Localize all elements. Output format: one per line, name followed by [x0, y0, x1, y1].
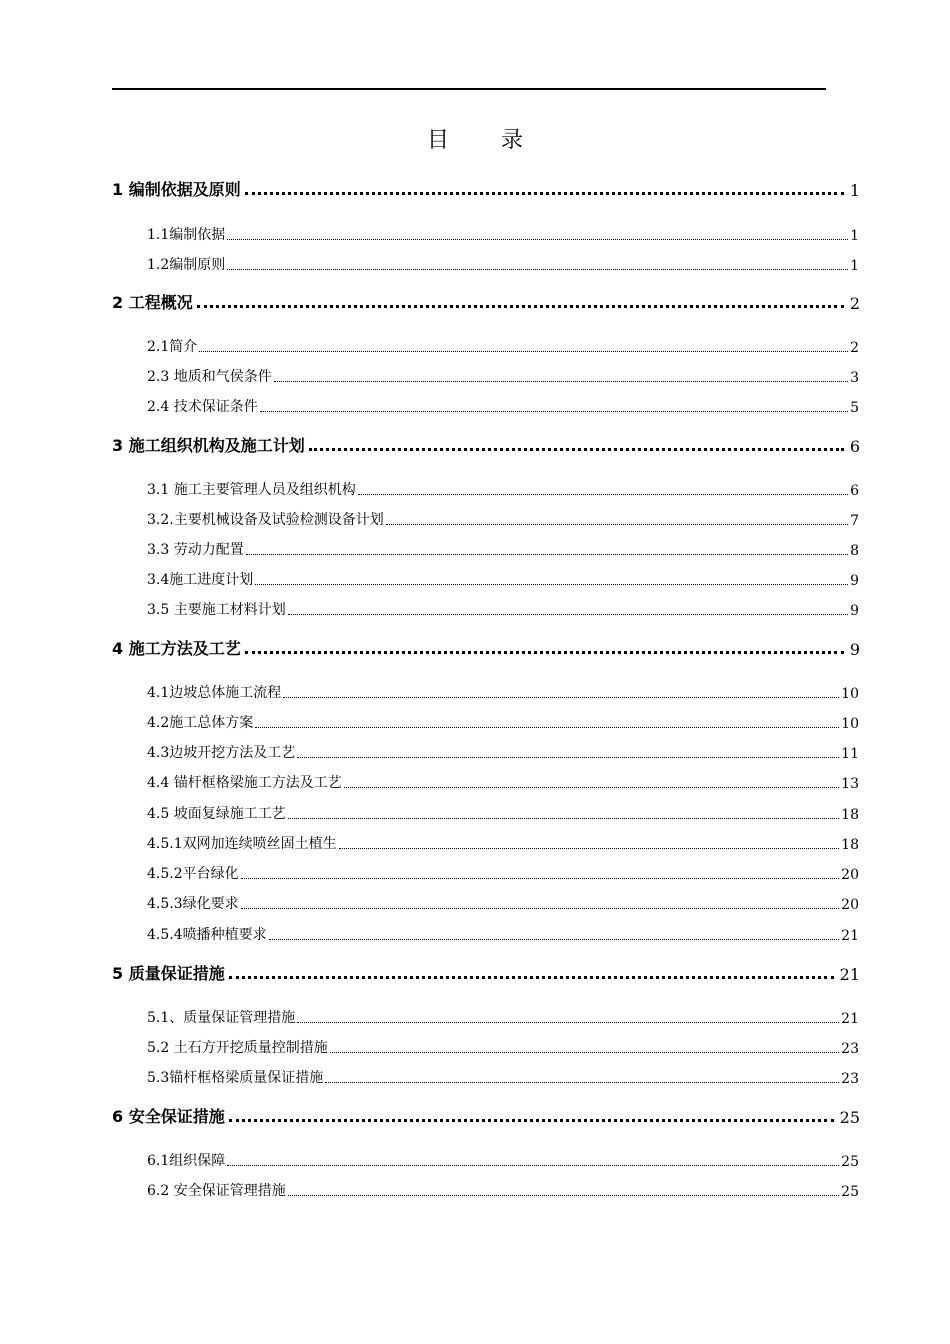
toc-entry-label: 6 安全保证措施 [112, 1107, 225, 1126]
toc-section-entry[interactable] [147, 803, 859, 823]
toc-entry-label: 1.2编制原则 [147, 257, 226, 273]
toc-section-entry[interactable] [147, 1150, 859, 1170]
toc-dot-leader [255, 584, 848, 585]
toc-chapter-entry[interactable] [112, 176, 860, 200]
toc-section-entry[interactable] [147, 569, 859, 589]
toc-chapter-entry[interactable] [112, 635, 860, 659]
toc-section-entry[interactable] [147, 682, 859, 702]
toc-page-number: 9 [850, 603, 859, 619]
toc-page-number: 6 [849, 437, 860, 456]
toc-section-entry[interactable] [147, 509, 859, 529]
toc-dot-leader [241, 908, 840, 909]
toc-page-number: 23 [841, 1071, 859, 1087]
toc-page-number: 8 [850, 543, 859, 559]
toc-section-entry[interactable] [147, 924, 859, 944]
toc-page-number: 9 [850, 573, 859, 589]
toc-dot-leader [297, 1022, 839, 1023]
toc-page-number: 10 [841, 686, 859, 702]
toc-page-number: 6 [850, 483, 859, 499]
toc-dot-leader [386, 524, 848, 525]
toc-dot-leader [227, 239, 848, 240]
toc-section-entry[interactable] [147, 1037, 859, 1057]
toc-entry-label: 4.3边坡开挖方法及工艺 [147, 745, 296, 761]
toc-section-entry[interactable] [147, 893, 859, 913]
toc-chapter-entry[interactable] [112, 289, 860, 313]
toc-entry-label: 4.5 坡面复绿施工工艺 [147, 806, 286, 822]
toc-dot-leader [229, 1119, 834, 1122]
toc-dot-leader [199, 351, 848, 352]
toc-entry-label: 6.2 安全保证管理措施 [147, 1183, 286, 1199]
toc-page-number: 10 [841, 716, 859, 732]
toc-chapter-entry[interactable] [112, 1103, 860, 1127]
toc-dot-leader [344, 787, 839, 788]
toc-entry-label: 3.5 主要施工材料计划 [147, 602, 286, 618]
toc-entry-label: 4.5.4喷播种植要求 [147, 927, 267, 943]
toc-chapter-entry[interactable] [112, 960, 860, 984]
toc-section-entry[interactable] [147, 833, 859, 853]
toc-page-number: 25 [841, 1184, 859, 1200]
toc-entry-label: 4.5.1双网加连续喷丝固土植生 [147, 836, 337, 852]
toc-entry-label: 4.5.2平台绿化 [147, 866, 239, 882]
toc-section-entry[interactable] [147, 539, 859, 559]
toc-dot-leader [255, 727, 839, 728]
toc-dot-leader [245, 192, 844, 195]
toc-entry-label: 1 编制依据及原则 [112, 180, 241, 199]
toc-dot-leader [288, 818, 839, 819]
toc-dot-leader [197, 305, 844, 308]
toc-dot-leader [245, 651, 844, 654]
toc-page-number: 25 [839, 1108, 860, 1127]
toc-page-number: 9 [849, 640, 860, 659]
toc-section-entry[interactable] [147, 254, 859, 274]
toc-section-entry[interactable] [147, 1007, 859, 1027]
toc-dot-leader [241, 878, 840, 879]
toc-entry-label: 3.2.主要机械设备及试验检测设备计划 [147, 512, 384, 528]
toc-section-entry[interactable] [147, 336, 859, 356]
toc-entry-label: 4.1边坡总体施工流程 [147, 685, 282, 701]
toc-dot-leader [269, 939, 840, 940]
toc-entry-label: 3 施工组织机构及施工计划 [112, 436, 305, 455]
toc-entry-label: 2 工程概况 [112, 293, 193, 312]
toc-page-number: 18 [841, 807, 859, 823]
toc-page-number: 21 [841, 1011, 859, 1027]
toc-entry-label: 3.3 劳动力配置 [147, 542, 244, 558]
toc-page-number: 20 [841, 867, 859, 883]
toc-entry-label: 5.2 土石方开挖质量控制措施 [147, 1040, 328, 1056]
toc-entry-label: 4.5.3绿化要求 [147, 896, 239, 912]
toc-entry-label: 6.1组织保障 [147, 1153, 226, 1169]
toc-page-number: 11 [841, 746, 859, 762]
toc-section-entry[interactable] [147, 599, 859, 619]
toc-section-entry[interactable] [147, 366, 859, 386]
toc-dot-leader [283, 697, 839, 698]
toc-entry-label: 5.3锚杆框格梁质量保证措施 [147, 1070, 324, 1086]
toc-page-number: 21 [839, 965, 860, 984]
toc-page-number: 25 [841, 1154, 859, 1170]
toc-entry-label: 2.4 技术保证条件 [147, 399, 258, 415]
toc-entry-label: 2.3 地质和气侯条件 [147, 369, 272, 385]
toc-page-number: 5 [850, 400, 859, 416]
toc-section-entry[interactable] [147, 224, 859, 244]
toc-page-number: 21 [841, 928, 859, 944]
toc-entry-label: 2.1简介 [147, 339, 198, 355]
toc-title: 目录 [426, 128, 575, 153]
toc-entry-label: 3.1 施工主要管理人员及组织机构 [147, 482, 356, 498]
toc-entry-label: 1.1编制依据 [147, 227, 226, 243]
toc-dot-leader [288, 1195, 839, 1196]
toc-dot-leader [330, 1052, 839, 1053]
toc-chapter-entry[interactable] [112, 432, 860, 456]
toc-dot-leader [274, 381, 848, 382]
toc-dot-leader [309, 448, 844, 451]
toc-section-entry[interactable] [147, 863, 859, 883]
toc-page-number: 1 [850, 228, 859, 244]
toc-page-number: 2 [849, 294, 860, 313]
toc-page-number: 20 [841, 897, 859, 913]
toc-dot-leader [325, 1082, 839, 1083]
toc-section-entry[interactable] [147, 396, 859, 416]
toc-entry-label: 5 质量保证措施 [112, 964, 225, 983]
toc-dot-leader [339, 848, 840, 849]
toc-dot-leader [358, 494, 848, 495]
toc-dot-leader [227, 1165, 839, 1166]
toc-entry-label: 5.1、质量保证管理措施 [147, 1010, 296, 1026]
toc-section-entry[interactable] [147, 742, 859, 762]
toc-dot-leader [227, 269, 848, 270]
toc-page-number: 23 [841, 1041, 859, 1057]
toc-section-entry[interactable] [147, 712, 859, 732]
toc-dot-leader [260, 411, 848, 412]
toc-page-number: 2 [850, 340, 859, 356]
toc-dot-leader [297, 757, 839, 758]
toc-section-entry[interactable] [147, 479, 859, 499]
toc-section-entry[interactable] [147, 1180, 859, 1200]
toc-section-entry[interactable] [147, 772, 859, 792]
toc-section-entry[interactable] [147, 1067, 859, 1087]
toc-page-number: 7 [850, 513, 859, 529]
toc-entry-label: 3.4施工进度计划 [147, 572, 254, 588]
toc-entry-label: 4.2施工总体方案 [147, 715, 254, 731]
toc-page-number: 1 [850, 258, 859, 274]
toc-page-number: 3 [850, 370, 859, 386]
toc-dot-leader [246, 554, 848, 555]
toc-entry-label: 4.4 锚杆框格梁施工方法及工艺 [147, 775, 342, 791]
toc-page-number: 18 [841, 837, 859, 853]
toc-entry-label: 4 施工方法及工艺 [112, 639, 241, 658]
toc-dot-leader [288, 614, 848, 615]
toc-page-number: 13 [841, 776, 859, 792]
toc-dot-leader [229, 976, 834, 979]
toc-page-number: 1 [849, 181, 860, 200]
